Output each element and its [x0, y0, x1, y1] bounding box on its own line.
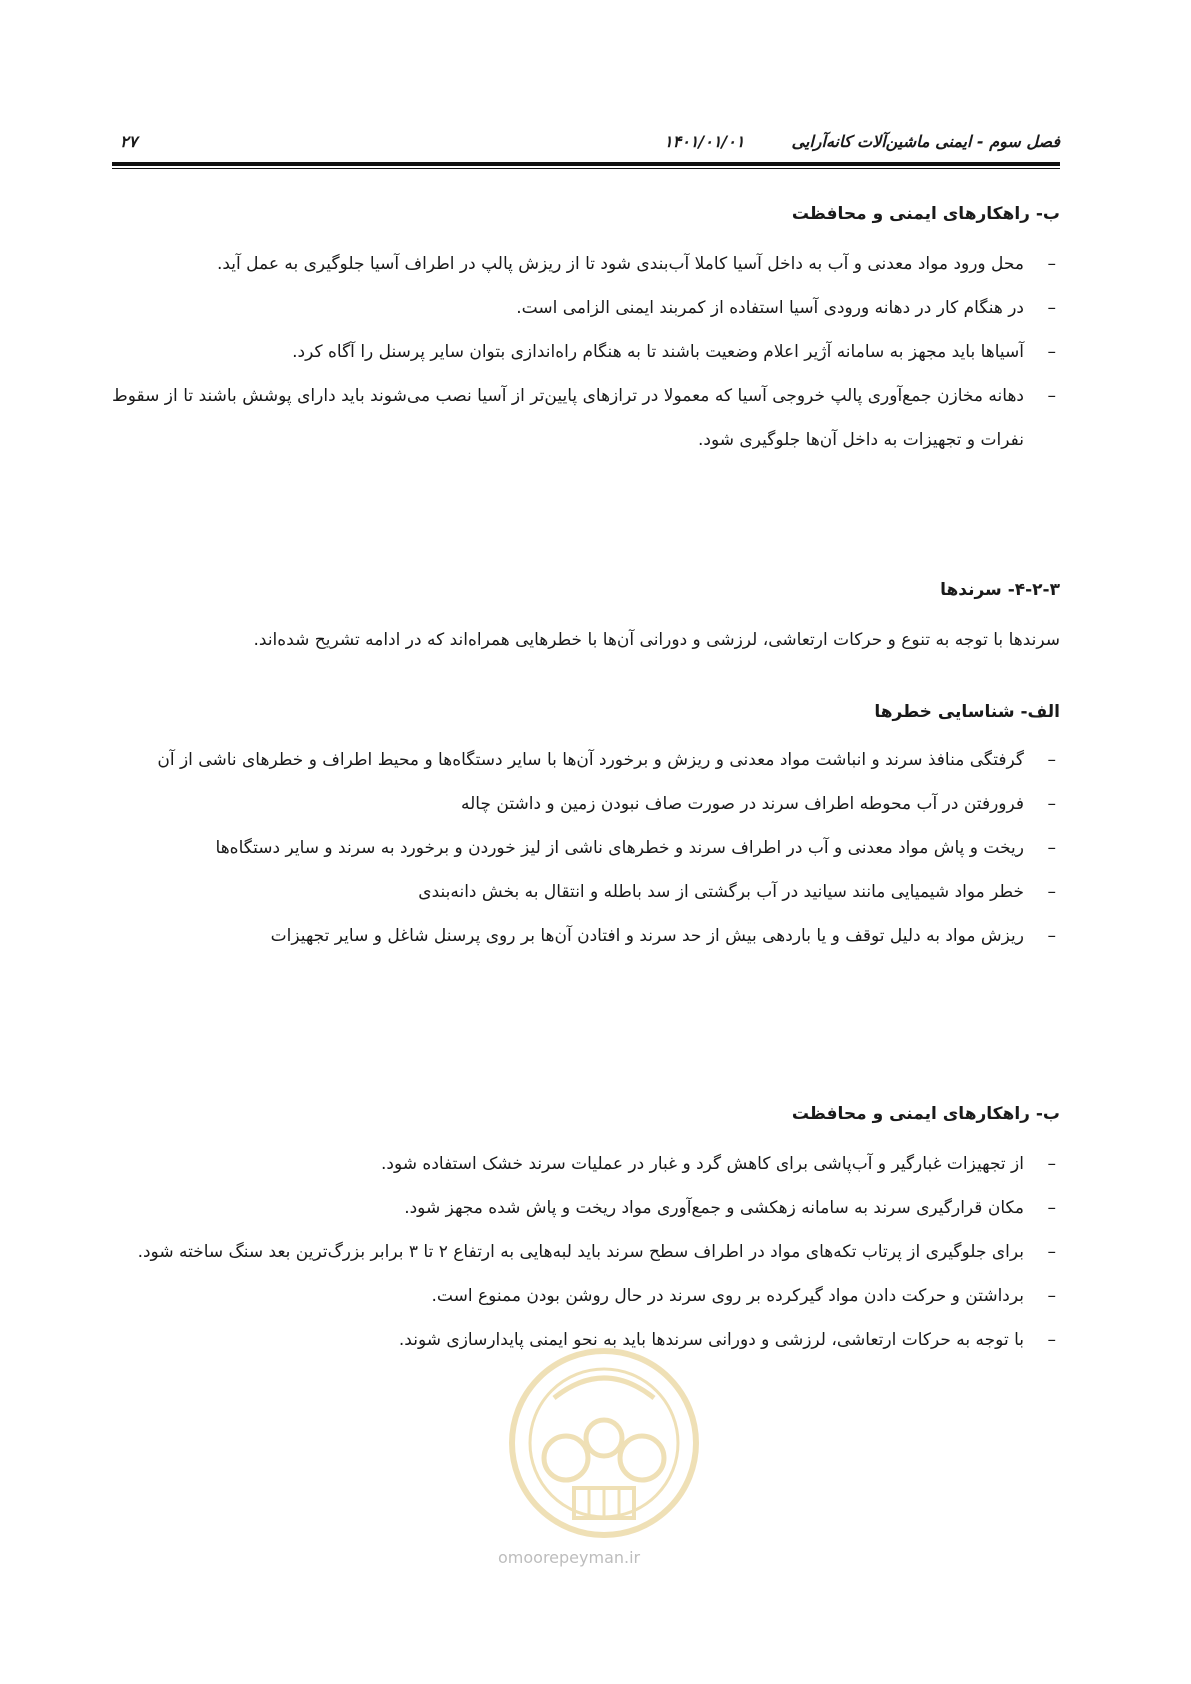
- bullet-dash: –: [1047, 794, 1056, 814]
- bullet-list-safety-2: [112, 1142, 1060, 1362]
- bullet-dash: –: [1047, 1286, 1056, 1306]
- list-item-text: برای جلوگیری از پرتاب تکه‌های مواد در اطراف سطح سرند باید لبه‌هایی به ارتفاع ۲ تا ۳ برابر بزرگ‌ترین بعد سنگ ساخته شود.: [137, 1242, 1024, 1262]
- list-item: [112, 826, 1060, 870]
- list-item-text: آسیاها باید مجهز به سامانه آژیر اعلام وضعیت باشند تا به هنگام راه‌اندازی بتوان سایر پرسنل را آگاه کرد.: [292, 342, 1024, 362]
- bullet-dash: –: [1047, 298, 1056, 318]
- section-heading-safety-2: ب- راهکارهای ایمنی و محافظت: [791, 1104, 1060, 1124]
- section-heading-screens: ۴-۲-۳- سرندها: [940, 580, 1060, 600]
- list-item-text: ریزش مواد به دلیل توقف و یا باردهی بیش از حد سرند و افتادن آن‌ها بر روی پرسنل شاغل و سایر تجهیزات: [270, 926, 1024, 946]
- section-heading-hazards: الف- شناسایی خطرها: [874, 702, 1060, 722]
- bullet-dash: –: [1047, 1242, 1056, 1262]
- page-header: [112, 132, 1060, 156]
- list-item: [112, 330, 1060, 374]
- bullet-dash: –: [1047, 882, 1056, 902]
- list-item: [112, 374, 1060, 462]
- bullet-dash: –: [1047, 254, 1056, 274]
- watermark-seal-icon: [484, 1338, 724, 1548]
- page-number: ۲۷: [120, 132, 138, 151]
- list-item: [112, 1142, 1060, 1186]
- list-item-text: از تجهیزات غبارگیر و آب‌پاشی برای کاهش گرد و غبار در عملیات سرند خشک استفاده شود.: [381, 1154, 1024, 1174]
- header-rule-thick: [112, 162, 1060, 166]
- bullet-list-safety-1: [112, 242, 1060, 462]
- list-item-text: مکان قرارگیری سرند به سامانه زهکشی و جمع‌آوری مواد ریخت و پاش شده مجهز شود.: [404, 1198, 1024, 1218]
- bullet-list-hazards: [112, 738, 1060, 958]
- list-item-text: محل ورود مواد معدنی و آب به داخل آسیا کاملا آب‌بندی شود تا از ریزش پالپ در اطراف آسیا جلوگیری به عمل آید.: [216, 254, 1024, 274]
- list-item: [112, 782, 1060, 826]
- list-item-text: فرورفتن در آب محوطه اطراف سرند در صورت صاف نبودن زمین و داشتن چاله: [461, 794, 1024, 814]
- list-item-text: ریخت و پاش مواد معدنی و آب در اطراف سرند و خطرهای ناشی از لیز خوردن و برخورد به سرند و سایر دستگاه‌ها: [215, 838, 1024, 858]
- list-item-text: برداشتن و حرکت دادن مواد گیرکرده بر روی سرند در حال روشن بودن ممنوع است.: [431, 1286, 1024, 1306]
- list-item-text: گرفتگی منافذ سرند و انباشت مواد معدنی و ریزش و برخورد آن‌ها با سایر دستگاه‌ها و محیط اطراف و خطرهای ناشی از آن: [157, 750, 1024, 770]
- list-item: [112, 738, 1060, 782]
- bullet-dash: –: [1047, 1330, 1056, 1350]
- list-item: [112, 1186, 1060, 1230]
- bullet-dash: –: [1047, 386, 1056, 406]
- list-item-text: با توجه به حرکات ارتعاشی، لرزشی و دورانی سرندها باید به نحو ایمنی پایدارسازی شوند.: [398, 1330, 1024, 1350]
- bullet-dash: –: [1047, 750, 1056, 770]
- header-date: ۱۴۰۱/۰۱/۰۱: [664, 132, 745, 151]
- section-intro-paragraph: سرندها با توجه به تنوع و حرکات ارتعاشی، لرزشی و دورانی آن‌ها با خطرهایی همراه‌اند که در ادامه تشریح شده‌اند.: [253, 630, 1060, 650]
- list-item-text: دهانه مخازن جمع‌آوری پالپ خروجی آسیا که معمولا در ترازهای پایین‌تر از آسیا نصب می‌شوند باید دارای پوشش باشند تا از سقوط نفرات و تجهیزات به داخل آن‌ها جلوگیری شود.: [112, 386, 1024, 450]
- list-item: [112, 1230, 1060, 1274]
- bullet-dash: –: [1047, 342, 1056, 362]
- chapter-title: فصل سوم - ایمنی ماشین‌آلات کانه‌آرایی: [791, 132, 1060, 151]
- watermark-text: omoorepeyman.ir: [498, 1548, 641, 1567]
- header-rule-thin: [112, 168, 1060, 169]
- bullet-dash: –: [1047, 838, 1056, 858]
- list-item: [112, 914, 1060, 958]
- list-item: [112, 286, 1060, 330]
- section-heading-safety-1: ب- راهکارهای ایمنی و محافظت: [791, 204, 1060, 224]
- list-item: [112, 242, 1060, 286]
- bullet-dash: –: [1047, 1198, 1056, 1218]
- bullet-dash: –: [1047, 926, 1056, 946]
- list-item: [112, 1274, 1060, 1318]
- list-item-text: خطر مواد شیمیایی مانند سیانید در آب برگشتی از سد باطله و انتقال به بخش دانه‌بندی: [418, 882, 1024, 902]
- list-item: [112, 870, 1060, 914]
- list-item-text: در هنگام کار در دهانه ورودی آسیا استفاده از کمربند ایمنی الزامی است.: [516, 298, 1024, 318]
- bullet-dash: –: [1047, 1154, 1056, 1174]
